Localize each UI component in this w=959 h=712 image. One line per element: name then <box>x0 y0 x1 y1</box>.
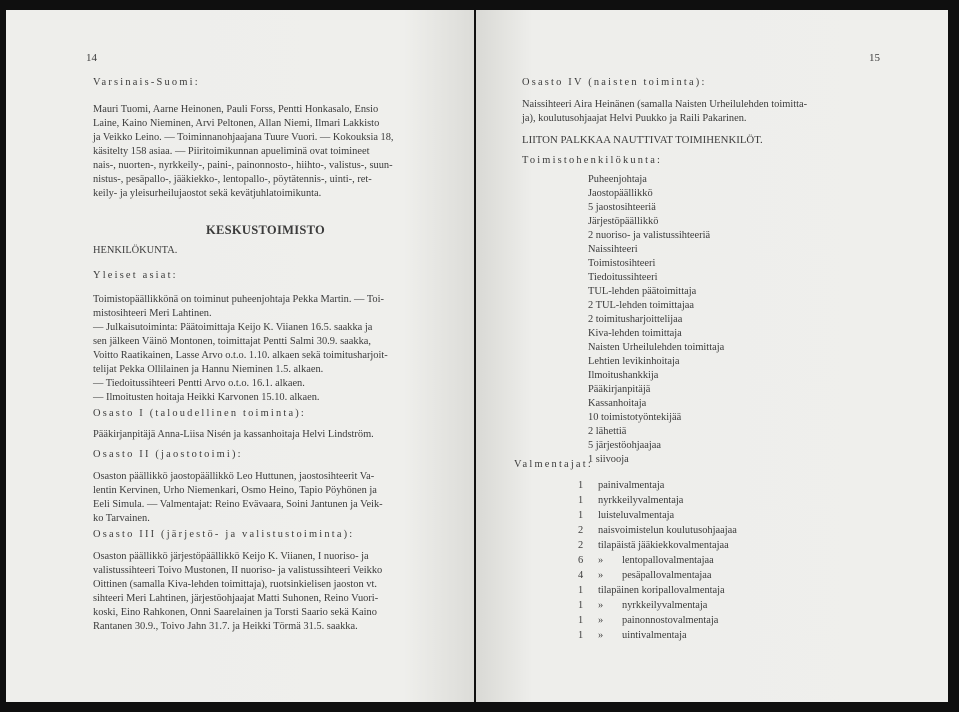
paid-heading: LIITON PALKKAA NAUTTIVAT TOIMIHENKILÖT. <box>522 134 763 146</box>
coach-count: 4 <box>578 570 584 581</box>
text-line: sen jälkeen Väinö Montonen, toimittajat Pentti Salmi 30.9. saakka, <box>93 336 372 347</box>
right-page <box>476 10 948 702</box>
region-text <box>93 103 394 201</box>
page-number: 15 <box>869 52 880 64</box>
text-line: Kiva-lehden toimittaja <box>588 328 682 339</box>
text-line: — Tiedoitussihteeri Pentti Arvo o.t.o. 16.1. alkaen. <box>93 378 305 389</box>
text-line: mistosihteeri Meri Lahtinen. <box>93 308 212 319</box>
dept3-heading: Osasto III (järjestö- ja valistustoiminta): <box>93 529 355 540</box>
text-line: Tiedoitussihteeri <box>588 272 658 283</box>
ditto-mark: » <box>598 600 604 611</box>
text-line: Pääkirjanpitäjä Anna-Liisa Nisén ja kassanhoitaja Helvi Lindström. <box>93 429 374 440</box>
coach-role: tilapäinen koripallovalmentaja <box>598 585 725 596</box>
text-line: Rantanen 30.9., Toivo Jahn 31.7. ja Heikki Törmä 31.5. saakka. <box>93 621 358 632</box>
general-heading: Yleiset asiat: <box>93 270 178 281</box>
text-line: Mauri Tuomi, Aarne Heinonen, Pauli Forss, Pentti Honkasalo, Ensio <box>93 104 379 115</box>
text-line: Osaston päällikkö jaostopäällikkö Leo Huttunen, jaostosihteerit Va- <box>93 471 375 482</box>
text-line: Naisten Urheilulehden toimittaja <box>588 342 725 353</box>
dept1-heading: Osasto I (taloudellinen toiminta): <box>93 408 307 419</box>
text-line: telijat Pekka Ollilainen ja Hannu Nieminen 1.5. alkaen. <box>93 364 324 375</box>
text-line: Ilmoitushankkija <box>588 370 659 381</box>
staff-heading: HENKILÖKUNTA. <box>93 245 178 256</box>
ditto-mark: » <box>598 615 604 626</box>
general-text <box>93 293 388 405</box>
text-line: käsitelty 158 asiaa. — Piiritoimikunnan apueliminä ovat toimineet <box>93 146 370 157</box>
dept1-text <box>93 428 374 442</box>
coach-role: painonnostovalmentaja <box>622 615 719 626</box>
ditto-mark: » <box>598 570 604 581</box>
coach-count: 1 <box>578 480 584 491</box>
text-line: 5 järjestöohjaajaa <box>588 440 661 451</box>
text-line: Voitto Raatikainen, Lasse Arvo o.t.o. 1.10. alkaen sekä toimitusharjoit- <box>93 350 388 361</box>
coach-role: luisteluvalmentaja <box>598 510 675 521</box>
text-line: ja), koulutusohjaajat Helvi Puukko ja Raili Pakarinen. <box>522 113 747 124</box>
coach-role: naisvoimistelun koulutusohjaajaa <box>598 525 737 536</box>
text-line: 2 toimitusharjoittelijaa <box>588 314 683 325</box>
text-line: Toimistosihteeri <box>588 258 656 269</box>
coach-role: lentopallovalmentajaa <box>622 555 714 566</box>
text-line: sihteeri Meri Lahtinen, järjestöohjaajat Matti Suhonen, Reino Vuori- <box>93 593 379 604</box>
text-line: Pääkirjanpitäjä <box>588 384 651 395</box>
coach-count: 1 <box>578 585 584 596</box>
ditto-mark: » <box>598 555 604 566</box>
text-line: nais-, nuorten-, nyrkkeily-, paini-, painonnosto-, hiihto-, valistus-, suun- <box>93 160 393 171</box>
main-heading: KESKUSTOIMISTO <box>206 223 326 237</box>
text-line: 2 TUL-lehden toimittajaa <box>588 300 694 311</box>
coach-role: nyrkkeilyvalmentaja <box>598 495 684 506</box>
text-line: Kassanhoitaja <box>588 398 647 409</box>
text-line: Eeli Simula. — Valmentajat: Reino Evävaara, Soini Jantunen ja Veik- <box>93 499 383 510</box>
text-line: 1 siivooja <box>588 454 629 465</box>
text-line: — Ilmoitusten hoitaja Heikki Karvonen 15.10. alkaen. <box>93 392 320 403</box>
text-line: Jaostopäällikkö <box>588 188 653 199</box>
coach-count: 1 <box>578 510 584 521</box>
dept2-text <box>93 470 383 526</box>
text-line: ja Veikko Leino. — Toiminnanohjaajana Tuure Vuori. — Kokouksia 18, <box>93 132 394 143</box>
text-line: valistussihteeri Toivo Mustonen, II nuoriso- ja valistussihteeri Veikko <box>93 565 383 576</box>
text-line: Osaston päällikkö järjestöpäällikkö Keijo K. Viianen, I nuoriso- ja <box>93 551 369 562</box>
region-heading: Varsinais-Suomi: <box>93 77 200 88</box>
coach-role: nyrkkeilyvalmentaja <box>622 600 708 611</box>
text-line: Lehtien levikinhoitaja <box>588 356 680 367</box>
text-line: Järjestöpäällikkö <box>588 216 659 227</box>
dept3-text <box>93 550 382 634</box>
text-line: Laine, Kaino Nieminen, Arvi Peltonen, Allan Niemi, Ilmari Lakkisto <box>93 118 380 129</box>
coach-count: 1 <box>578 495 584 506</box>
coaches-heading: Valmentajat: <box>514 459 593 470</box>
coach-count: 1 <box>578 600 584 611</box>
coach-count: 2 <box>578 540 584 551</box>
text-line: 2 lähettiä <box>588 426 627 437</box>
ditto-mark: » <box>598 630 604 641</box>
text-line: koski, Eino Rahkonen, Onni Saarelainen ja Torsti Saario sekä Kaino <box>93 607 377 618</box>
text-line: Oittinen (samalla Kiva-lehden toimittaja), ruotsinkielisen jaoston vt. <box>93 579 377 590</box>
text-line: ko Tarvainen. <box>93 513 150 524</box>
page-number: 14 <box>86 52 97 64</box>
dept4-text <box>522 98 807 126</box>
text-line: nistus-, pesäpallo-, jääkiekko-, lentopallo-, pöytätennis-, uinti-, ret- <box>93 174 372 185</box>
text-line: lentin Kervinen, Urho Niemenkari, Osmo Heino, Tapio Pöyhönen ja <box>93 485 377 496</box>
officials-heading: Toimistohenkilökunta: <box>522 155 663 166</box>
text-line: — Julkaisutoiminta: Päätoimittaja Keijo K. Viianen 16.5. saakka ja <box>93 322 373 333</box>
text-line: 10 toimistotyöntekijää <box>588 412 682 423</box>
coach-role: pesäpallovalmentajaa <box>622 570 712 581</box>
coach-role: painivalmentaja <box>598 480 665 491</box>
dept2-heading: Osasto II (jaostotoimi): <box>93 449 243 460</box>
text-line: Naissihteeri Aira Heinänen (samalla Naisten Urheilulehden toimitta- <box>522 99 808 110</box>
text-line: 2 nuoriso- ja valistussihteeriä <box>588 230 711 241</box>
coach-count: 6 <box>578 555 584 566</box>
officials-list <box>588 173 724 467</box>
coach-role: uintivalmentaja <box>622 630 687 641</box>
dept4-heading: Osasto IV (naisten toiminta): <box>522 77 707 88</box>
left-page <box>6 10 474 702</box>
coach-count: 1 <box>578 615 584 626</box>
coach-count: 2 <box>578 525 584 536</box>
text-line: Toimistopäällikkönä on toiminut puheenjohtaja Pekka Martin. — Toi- <box>93 294 384 305</box>
text-line: 5 jaostosihteeriä <box>588 202 656 213</box>
coach-role: tilapäistä jääkiekkovalmentajaa <box>598 540 729 551</box>
text-line: Naissihteeri <box>588 244 638 255</box>
text-line: keily- ja yleisurheilujaostot sekä kevätjuhlatoimikunta. <box>93 188 322 199</box>
text-line: TUL-lehden päätoimittaja <box>588 286 697 297</box>
coach-count: 1 <box>578 630 584 641</box>
text-line: Puheenjohtaja <box>588 174 647 185</box>
